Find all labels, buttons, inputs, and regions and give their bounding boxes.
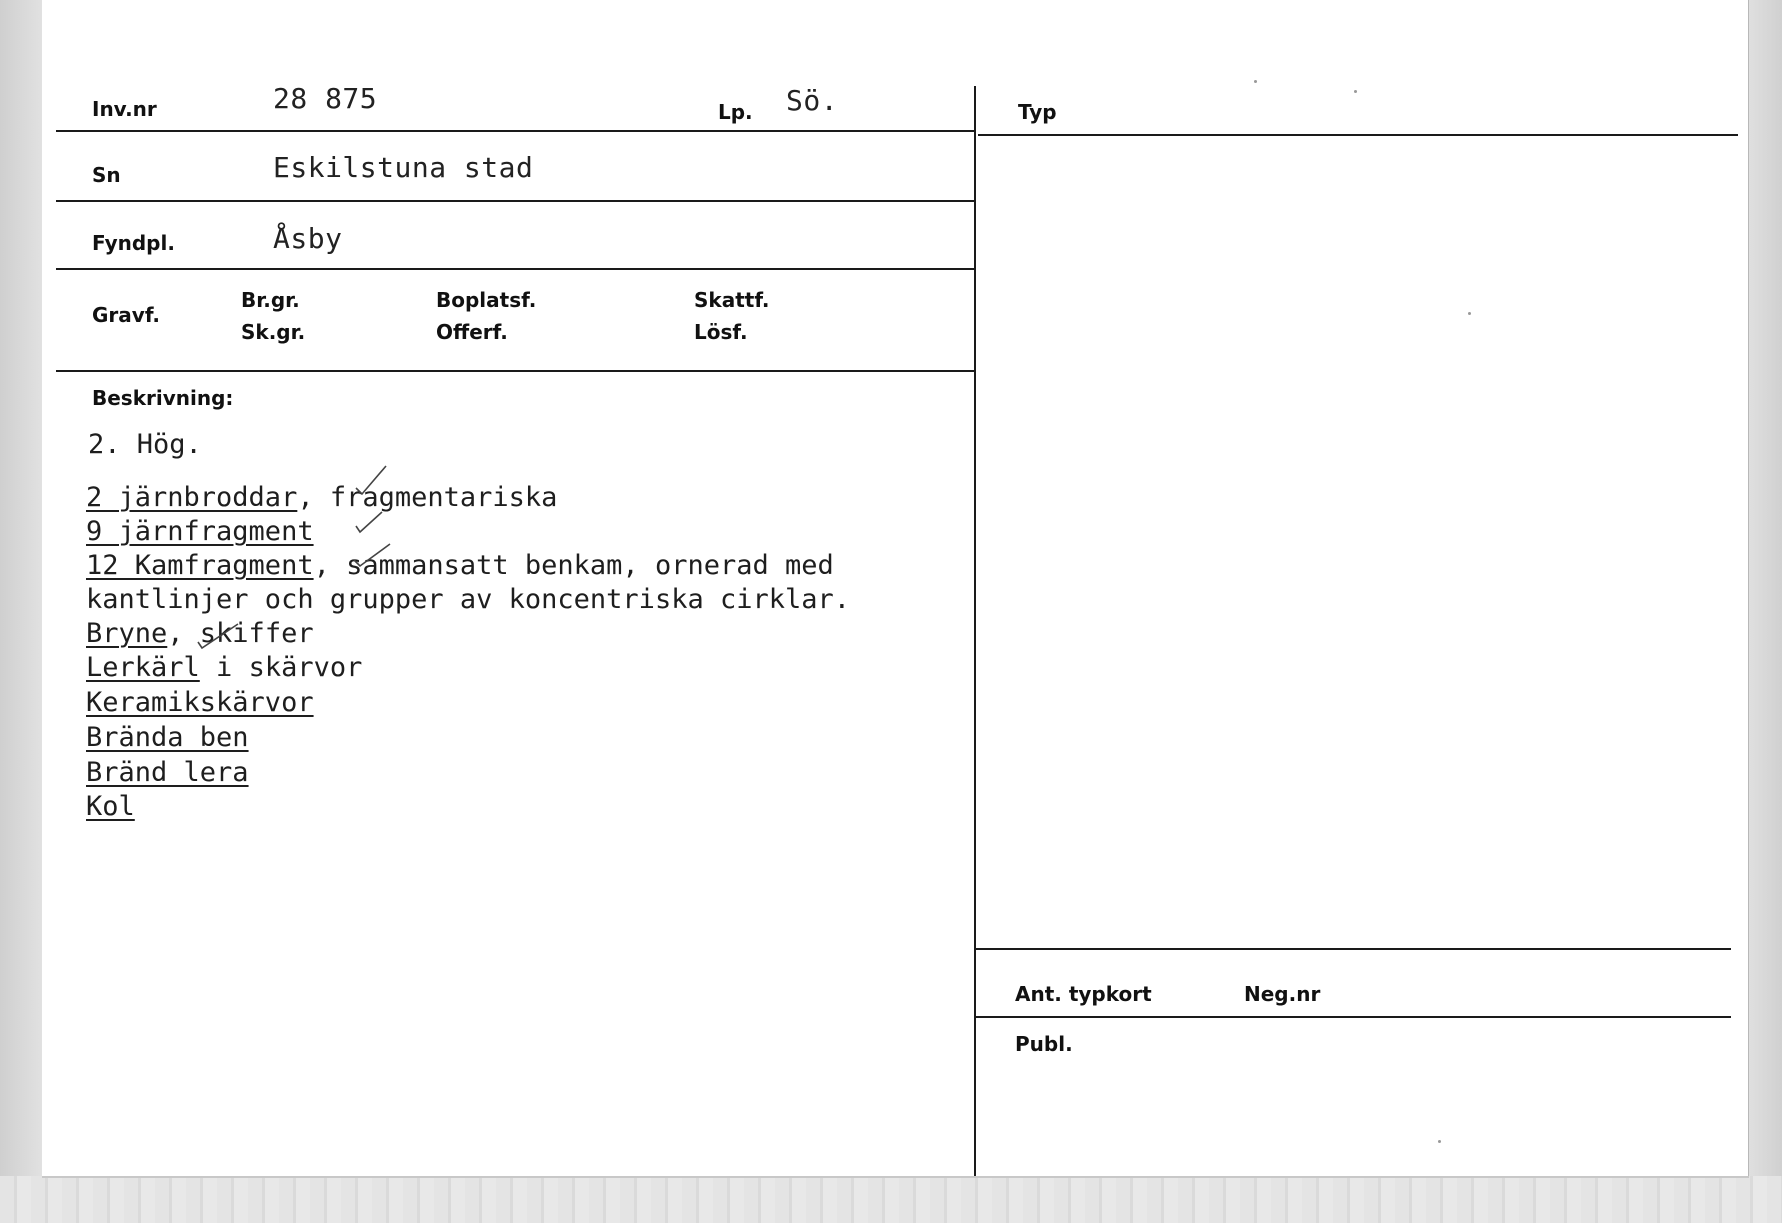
value-fyndpl: Åsby xyxy=(273,222,343,255)
label-fyndpl: Fyndpl. xyxy=(92,231,175,255)
desc-item-kamfragment: 12 Kamfragment xyxy=(86,550,314,581)
desc-item-kol: Kol xyxy=(86,791,135,822)
label-sk-gr: Sk.gr. xyxy=(241,320,306,344)
scan-speck xyxy=(1468,312,1471,315)
label-sn: Sn xyxy=(92,163,121,187)
scan-speck xyxy=(1354,90,1357,93)
label-offerf: Offerf. xyxy=(436,320,508,344)
scan-speck xyxy=(1254,80,1257,83)
desc-rest-5: , skiffer xyxy=(167,618,314,649)
desc-line-4 xyxy=(86,583,850,617)
desc-line-10 xyxy=(86,790,135,824)
rule-gravf xyxy=(56,370,974,372)
desc-line-1 xyxy=(86,481,557,515)
desc-rest-1: , fragmentariska xyxy=(297,482,558,513)
desc-text-4: kantlinjer och grupper av koncentriska cirklar. xyxy=(86,584,851,615)
desc-line-8 xyxy=(86,721,249,755)
desc-line-6 xyxy=(86,651,362,685)
value-inv-nr: 28 875 xyxy=(273,82,378,115)
scan-speck xyxy=(1438,1140,1441,1143)
desc-rest-3: , sammansatt benkam, ornerad med xyxy=(313,550,834,581)
rule-inv xyxy=(56,130,974,132)
label-ant-typkort: Ant. typkort xyxy=(1015,982,1152,1006)
desc-item-jarnfragment: 9 järnfragment xyxy=(86,516,314,547)
desc-item-lerkarl: Lerkärl xyxy=(86,652,200,683)
column-divider xyxy=(974,86,976,1176)
desc-rest-6: i skärvor xyxy=(199,652,363,683)
desc-item-jarnbroddar: 2 järnbroddar xyxy=(86,482,298,513)
rule-typ xyxy=(978,134,1738,136)
label-lp: Lp. xyxy=(718,100,753,124)
value-sn: Eskilstuna stad xyxy=(273,151,534,184)
desc-heading-text: 2. Hög. xyxy=(88,429,202,460)
checkmark-icon xyxy=(194,618,240,652)
desc-item-brand-lera: Bränd lera xyxy=(86,757,249,788)
value-lp: Sö. xyxy=(786,84,839,117)
checkmark-icon xyxy=(352,462,392,502)
rule-typ-bottom xyxy=(976,948,1731,950)
label-typ: Typ xyxy=(1018,100,1057,124)
desc-line-3 xyxy=(86,549,834,583)
desc-item-keramikskarvor: Keramikskärvor xyxy=(86,687,314,718)
desc-item-branda-ben: Brända ben xyxy=(86,722,249,753)
desc-line-2 xyxy=(86,515,314,549)
label-br-gr: Br.gr. xyxy=(241,288,300,312)
label-neg-nr: Neg.nr xyxy=(1244,982,1321,1006)
rule-sn xyxy=(56,200,974,202)
scan-bottom-strip xyxy=(0,1176,1782,1223)
desc-line-9 xyxy=(86,756,249,790)
rule-ant-typkort xyxy=(976,1016,1731,1018)
desc-heading xyxy=(88,428,202,462)
label-skattf: Skattf. xyxy=(694,288,770,312)
label-losf: Lösf. xyxy=(694,320,748,344)
desc-item-bryne: Bryne xyxy=(86,618,168,649)
label-publ: Publ. xyxy=(1015,1032,1073,1056)
checkmark-icon xyxy=(350,540,394,570)
label-gravf: Gravf. xyxy=(92,303,161,327)
checkmark-icon xyxy=(352,508,386,538)
label-inv-nr: Inv.nr xyxy=(92,97,157,121)
label-beskrivning: Beskrivning: xyxy=(92,386,234,410)
rule-fyndpl xyxy=(56,268,974,270)
label-boplatsf: Boplatsf. xyxy=(436,288,537,312)
desc-line-7 xyxy=(86,686,314,720)
